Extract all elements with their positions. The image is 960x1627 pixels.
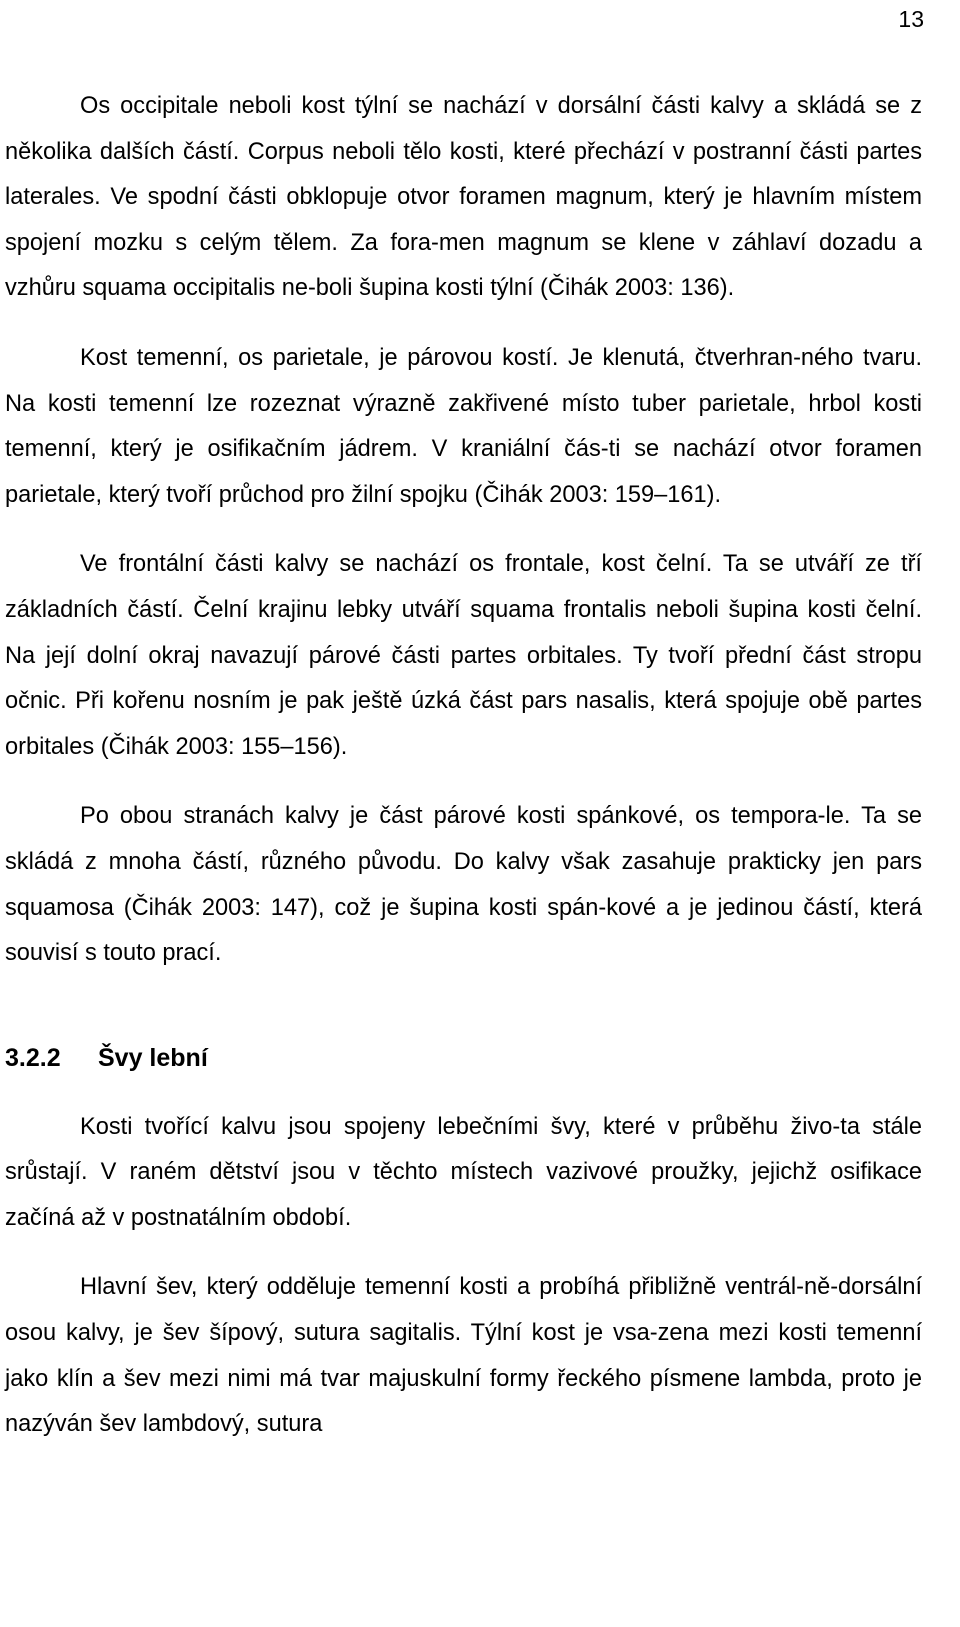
page-number: 13 — [898, 6, 924, 32]
paragraph-os-temporale: Po obou stranách kalvy je část párové kosti spánkové, os tempora-le. Ta se skládá z mnoha částí, různého původu. Do kalvy však zasahuje prakticky jen pars squamosa (Čihák 2003: 147), což je šupina kosti spán-kové a je jedinou částí, která souvisí s touto prací. — [5, 803, 922, 967]
section-spacer — [5, 977, 922, 1035]
paragraph-os-occipitale: Os occipitale neboli kost týlní se nachází v dorsální části kalvy a skládá se z několika dalších částí. Corpus neboli tělo kosti, které přechází v postranní části partes laterales. Ve spodní části obklopuje otvor foramen magnum, který je hlavním místem spojení mozku s celým tělem. Za fora-men magnum se klene v záhlaví dozadu a vzhůru squama occipitalis ne-boli šupina kosti týlní (Čihák 2003: 136). — [5, 93, 922, 302]
section-title: Švy lební — [98, 1043, 208, 1072]
paragraph-os-frontale: Ve frontální části kalvy se nachází os frontale, kost čelní. Ta se utváří ze tří základních částí. Čelní krajinu lebky utváří squama frontalis neboli šupina kosti čelní. Na její dolní okraj navazují párové části partes orbitales. Ty tvoří přední část stropu očnic. Při kořenu nosním je pak ještě úzká část pars nasalis, která spojuje obě partes orbitales (Čihák 2003: 155–156). — [5, 551, 922, 760]
section-number: 3.2.2 — [5, 1043, 61, 1072]
paragraph-spacer — [5, 518, 922, 542]
paragraph-spacer — [5, 312, 922, 336]
paragraph-os-parietale: Kost temenní, os parietale, je párovou kostí. Je klenutá, čtverhran-ného tvaru. Na kosti temenní lze rozeznat výrazně zakřivené místo tuber parietale, hrbol kosti temenní, který je osifikačním jádrem. V kraniální čás-ti se nachází otvor foramen parietale, který tvoří průchod pro žilní spojku (Čihák 2003: 159–161). — [5, 344, 922, 508]
paragraph-lebecni-svy: Kosti tvořící kalvu jsou spojeny lebečními švy, které v průběhu živo-ta stále srůstají. V raném dětství jsou v těchto místech vazivové proužky, jejichž osifikace začíná až v postnatálním období. — [5, 1113, 922, 1231]
section-heading — [5, 1035, 922, 1081]
paragraph-hlavni-sev: Hlavní šev, který odděluje temenní kosti a probíhá přibližně ventrál-ně-dorsální osou kalvy, je šev šípový, sutura sagitalis. Týlní kost je vsa-zena mezi kosti temenní jako klín a šev mezi nimi má tvar majuskulní formy řeckého písmene lambda, proto je nazýván šev lambdový, sutura — [5, 1274, 922, 1438]
page-content — [5, 84, 922, 1448]
paragraph-spacer — [5, 1241, 922, 1265]
paragraph-spacer — [5, 1081, 922, 1105]
paragraph-spacer — [5, 770, 922, 794]
